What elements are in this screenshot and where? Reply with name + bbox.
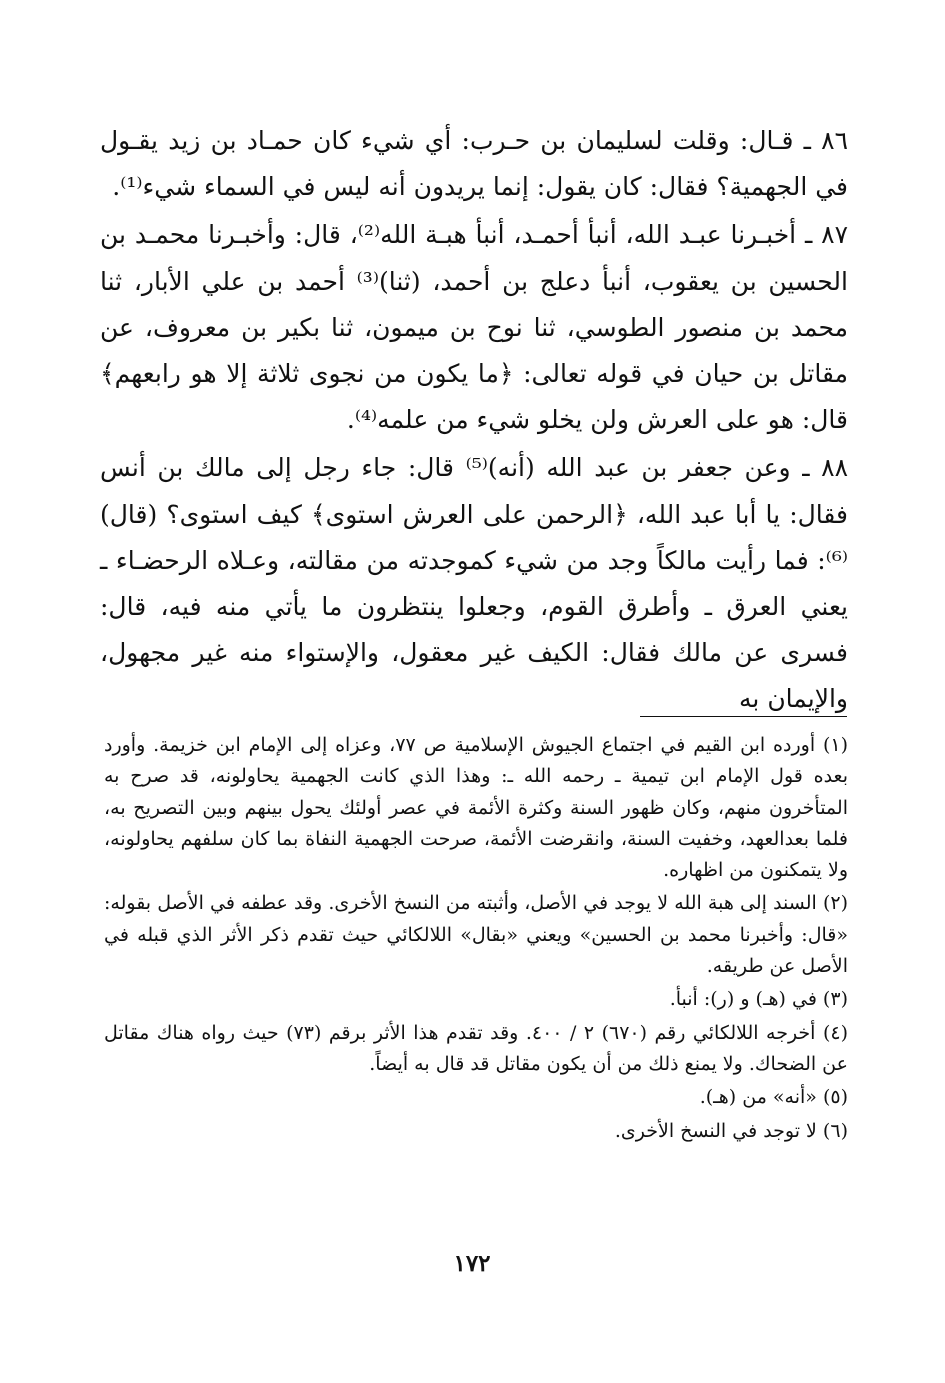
footnote-1: (١) أورده ابن القيم في اجتماع الجيوش الإسلامية ص ٧٧، وعزاه إلى الإمام ابن خزيمة. وأورد بعده قول الإمام ابن تيمية ـ رحمه الله ـ: وهذا الذي كانت الجهمية يحاولونه، قد صرح به المتأخرون منهم، وكان ظهور السنة وكثرة الأئمة في عصر أولئك يحول بينهم وبين التصريح به، فلما بعدالعهد، وخفيت السنة، وانقرضت الأئمة، صرحت الجهمية النفاة بما كان سلفهم يحاولونه، ولا يتمكنون من اظهاره.	[104, 734, 849, 882]
footnote-4: (٤) أخرجه اللالكائي رقم (٦٧٠) ٢ / ٤٠٠. وقد تقدم هذا الأثر برقم (٧٣) حيث رواه هناك مقاتل عن الضحاك. ولا يمنع ذلك من أن يكون مقاتل قد قال به أيضاً.	[104, 1021, 849, 1075]
footnote-divider	[640, 716, 847, 717]
footnote-3: (٣) في (هـ) و (ر): أنبأ.	[669, 988, 848, 1011]
hadith-86: ٨٦ ـ قـال: وقلت لسليمان بن حـرب: أي شيء كان حمـاد بن زيد يقـول في الجهمية؟ فقال: كان يقول: إنما يريدون أنه ليس في السماء شيء⁽¹⁾.	[100, 126, 848, 202]
footnotes	[104, 730, 848, 1149]
main-text	[100, 118, 848, 725]
hadith-88: ٨٨ ـ وعن جعفر بن عبد الله (أنه)⁽⁵⁾ قال: جاء رجل إلى مالك بن أنس فقال: يا أبا عبد الله، ﴿الرحمن على العرش استوى﴾ كيف استوى؟ (قال)⁽⁶⁾: فما رأيت مالكاً وجد من شيء كموجدته من مقالته، وعـلاه الرحضـاء ـ يعني العرق ـ وأطرق القوم، وجعلوا ينتظرون ما يأتي منه فيه، قال: فسرى عن مالك فقال: الكيف غير معقول، والإستواء منه غير مجهول، والإيمان به	[100, 453, 848, 714]
page-number: ١٧٢	[453, 1250, 491, 1277]
footnote-5: (٥) «أنه» من (هـ).	[699, 1086, 848, 1109]
hadith-87: ٨٧ ـ أخبـرنا عبـد الله، أنبأ أحمـد، أنبأ هبـة الله⁽²⁾، قال: وأخبـرنا محمـد بن الحسين بن يعقوب، أنبأ دعلج بن أحمد، (ثنا)⁽³⁾ أحمد بن علي الأبار، ثنا محمد بن منصور الطوسي، ثنا نوح بن ميمون، ثنا بكير بن معروف، عن مقاتل بن حيان في قوله تعالى: ﴿ما يكون من نجوى ثلاثة إلا هو رابعهم﴾ قال: هو على العرش ولن يخلو شيء من علمه⁽⁴⁾.	[100, 220, 848, 435]
footnote-6: (٦) لا توجد في النسخ الأخرى.	[614, 1119, 848, 1142]
footnote-2: (٢) السند إلى هبة الله لا يوجد في الأصل، وأثبته من النسخ الأخرى. وقد عطفه في الأصل بقوله: «قال: وأخبرنا محمد بن الحسين» ويعني «بقال» اللالكائي حيث تقدم ذكر الأثر الذي قبله في الأصل عن طريقه.	[104, 892, 848, 978]
